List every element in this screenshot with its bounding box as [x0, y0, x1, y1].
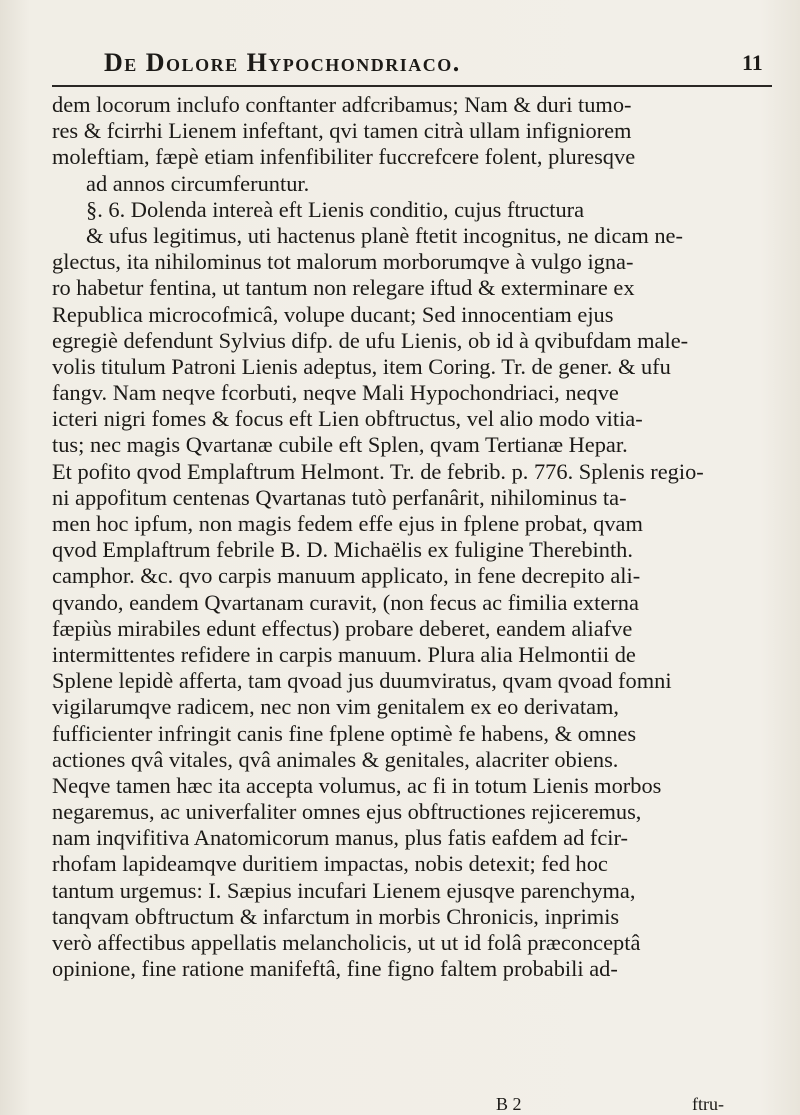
text-line: verò affectibus appellatis melancholicis, ut ut id folâ præconceptâ	[52, 930, 641, 955]
text-line: icteri nigri fomes & focus eft Lien obftructus, vel alio modo vitia-	[52, 406, 643, 432]
text-line: egregiè defendunt Sylvius difp. de ufu Lienis, ob id à qvibufdam male-	[52, 327, 689, 353]
text-line: moleftiam, fæpè etiam infenfibiliter fuccrefcere folent, pluresqve	[52, 144, 636, 170]
text-line: Neqve tamen hæc ita accepta volumus, ac fi in totum Lienis morbos	[52, 772, 662, 798]
text-line: ni appofitum centenas Qvartanas tutò perfanârit, nihilominus ta-	[52, 484, 627, 510]
text-line: tus; nec magis Qvartanæ cubile eft Splen, qvam Tertianæ Hepar.	[52, 432, 628, 458]
text-line: res & fcirrhi Lienem infeftant, qvi tamen citrà ullam infigniorem	[52, 118, 632, 144]
page-header	[0, 48, 800, 88]
text-line: qvando, eandem Qvartanam curavit, (non fecus ac fimilia externa	[52, 589, 639, 615]
text-line: glectus, ita nihilominus tot malorum morborumqve à vulgo igna-	[52, 249, 634, 275]
text-line: fangv. Nam neqve fcorbuti, neqve Mali Hypochondriaci, neqve	[52, 380, 619, 406]
text-line: tantum urgemus: I. Sæpius incufari Lienem ejusqve parenchyma,	[52, 877, 636, 903]
text-line: vigilarumqve radicem, nec non vim genitalem ex eo derivatam,	[52, 694, 620, 720]
page-number: 11	[742, 50, 763, 75]
text-line: qvod Emplaftrum febrile B. D. Michaëlis ex fuligine Therebinth.	[52, 537, 633, 563]
text-line: men hoc ipfum, non magis fedem effe ejus in fplene probat, qvam	[52, 511, 643, 536]
body-text	[52, 92, 782, 982]
page-footer	[52, 1094, 782, 1115]
text-line: fæpiùs mirabiles edunt effectus) probare deberet, eandem aliafve	[52, 615, 633, 641]
text-line: opinione, fine ratione manifeftâ, fine figno faltem probabili ad-	[52, 956, 618, 982]
text-line: nam inqvifitiva Anatomicorum manus, plus fatis eafdem ad fcir-	[52, 825, 628, 851]
text-line: camphor. &c. qvo carpis manuum applicato, in fene decrepito ali-	[52, 563, 641, 589]
text-line: ro habetur fentina, ut tantum non relegare iftud & exterminare ex	[52, 275, 635, 301]
text-line: negaremus, ac univerfaliter omnes ejus obftructiones rejiceremus,	[52, 799, 642, 825]
signature-mark: B 2	[496, 1094, 522, 1114]
text-line: fufficienter infringit canis fine fplene optimè fe habens, & omnes	[52, 720, 637, 746]
text-line: Republica microcofmicâ, volupe ducant; Sed innocentiam ejus	[52, 301, 614, 327]
running-title: De Dolore Hypochondriaco.	[104, 48, 461, 77]
text-line: intermittentes refidere in carpis manuum. Plura alia Helmontii de	[52, 641, 636, 667]
catchword: ftru-	[692, 1094, 724, 1114]
text-line: dem locorum inclufo conftanter adfcribamus; Nam & duri tumo-	[52, 92, 632, 117]
text-line: & ufus legitimus, uti hactenus planè ftetit incognitus, ne dicam ne-	[86, 222, 683, 248]
text-line: rhofam lapideamqve duritiem impactas, nobis detexit; fed hoc	[52, 851, 608, 877]
text-line: Et pofito qvod Emplaftrum Helmont. Tr. de febrib. p. 776. Splenis regio-	[52, 458, 704, 484]
text-line: tanqvam obftructum & infarctum in morbis Chronicis, inprimis	[52, 903, 620, 929]
text-line: Splene lepidè afferta, tam qvoad jus duumviratus, qvam qvoad fomni	[52, 668, 672, 694]
text-line: volis titulum Patroni Lienis adeptus, item Coring. Tr. de gener. & ufu	[52, 353, 671, 379]
header-rule	[52, 85, 772, 87]
text-line: ad annos circumferuntur.	[86, 170, 310, 196]
paragraph-start-line: §. 6. Dolenda intereà eft Lienis conditio, cujus ftructura	[86, 196, 585, 222]
text-line: actiones qvâ vitales, qvâ animales & genitales, alacriter obiens.	[52, 746, 619, 772]
